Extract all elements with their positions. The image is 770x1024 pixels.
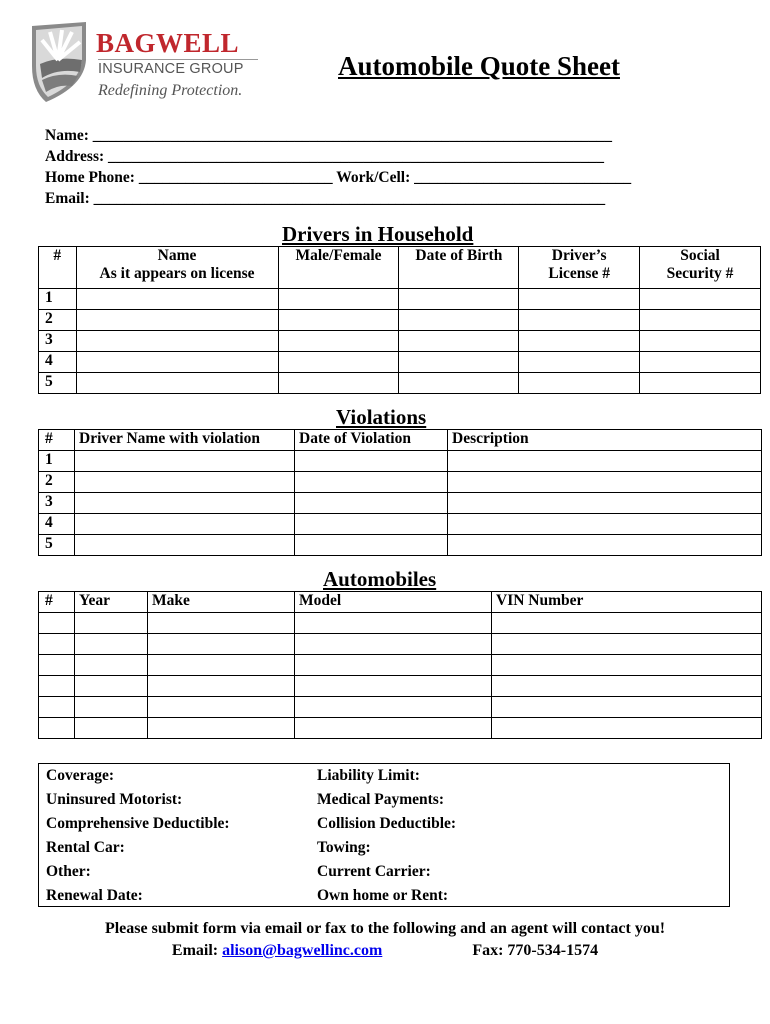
violation-description-cell[interactable]	[448, 472, 762, 493]
year-cell[interactable]	[75, 676, 148, 697]
coverage-field[interactable]: Collision Deductible:	[317, 815, 457, 832]
license-cell[interactable]	[519, 373, 640, 394]
logo-tagline: Redefining Protection.	[98, 82, 243, 99]
drivers-section-title: Drivers in Household	[282, 222, 474, 246]
year-cell[interactable]	[75, 655, 148, 676]
violations-section-title: Violations	[336, 405, 427, 429]
violation-description-cell[interactable]	[448, 451, 762, 472]
violation-date-cell[interactable]	[295, 535, 448, 556]
coverage-field[interactable]: Liability Limit:	[317, 767, 420, 784]
col-header-number: #	[39, 247, 77, 289]
email-label: Email:	[171, 942, 219, 959]
ssn-cell[interactable]	[640, 289, 761, 310]
row-number: 1	[39, 289, 77, 310]
table-row	[39, 352, 761, 373]
row-number	[39, 718, 75, 739]
ssn-cell[interactable]	[640, 373, 761, 394]
coverage-field[interactable]: Renewal Date:	[46, 887, 143, 904]
table-row	[39, 514, 762, 535]
vin-cell[interactable]	[492, 718, 762, 739]
drivers-header-row	[39, 247, 761, 289]
col-header-make: Make	[148, 592, 295, 613]
license-cell[interactable]	[519, 331, 640, 352]
row-number: 5	[39, 373, 77, 394]
violations-table	[38, 429, 762, 556]
row-number: 3	[39, 331, 77, 352]
violation-date-cell[interactable]	[295, 514, 448, 535]
logo-divider	[98, 59, 258, 60]
row-number: 3	[39, 493, 75, 514]
col-header-driver-name: Driver Name with violation	[75, 430, 295, 451]
driver-name-cell[interactable]	[76, 331, 278, 352]
model-cell[interactable]	[295, 718, 492, 739]
model-cell[interactable]	[295, 634, 492, 655]
ssn-cell[interactable]	[640, 352, 761, 373]
logo-brand: BAGWELL	[96, 28, 240, 58]
page-title: Automobile Quote Sheet	[338, 51, 620, 81]
name-field[interactable]: Name: ___________________________________________________________________	[45, 127, 613, 144]
table-row	[39, 676, 762, 697]
table-row	[39, 373, 761, 394]
shield-logo-icon	[28, 20, 90, 104]
violation-description-cell[interactable]	[448, 514, 762, 535]
dob-cell[interactable]	[399, 289, 519, 310]
row-number: 4	[39, 352, 77, 373]
table-row	[39, 655, 762, 676]
year-cell[interactable]	[75, 613, 148, 634]
automobiles-header-row	[39, 592, 762, 613]
year-cell[interactable]	[75, 634, 148, 655]
violation-date-cell[interactable]	[295, 451, 448, 472]
table-row	[39, 634, 762, 655]
phone-fields[interactable]: Home Phone: _________________________ Work/Cell: ____________________________	[45, 169, 632, 186]
table-row	[39, 697, 762, 718]
automobiles-table	[38, 591, 762, 739]
violation-driver-cell[interactable]	[75, 451, 295, 472]
table-row	[39, 718, 762, 739]
vin-cell[interactable]	[492, 634, 762, 655]
col-header-vin: VIN Number	[492, 592, 762, 613]
table-row	[39, 472, 762, 493]
make-cell[interactable]	[148, 655, 295, 676]
table-row	[39, 310, 761, 331]
table-row	[39, 289, 761, 310]
driver-name-cell[interactable]	[76, 289, 278, 310]
license-cell[interactable]	[519, 289, 640, 310]
coverage-field[interactable]: Rental Car:	[46, 839, 125, 856]
coverage-field[interactable]: Current Carrier:	[317, 863, 431, 880]
row-number: 5	[39, 535, 75, 556]
year-cell[interactable]	[75, 718, 148, 739]
vin-cell[interactable]	[492, 655, 762, 676]
model-cell[interactable]	[295, 613, 492, 634]
row-number: 2	[39, 472, 75, 493]
col-header-license: Driver’s License #	[519, 247, 640, 289]
driver-name-cell[interactable]	[76, 352, 278, 373]
company-logo	[28, 20, 268, 110]
violation-description-cell[interactable]	[448, 493, 762, 514]
email-link[interactable]: alison@bagwellinc.com	[222, 942, 383, 959]
vin-cell[interactable]	[492, 613, 762, 634]
automobiles-section-title: Automobiles	[323, 567, 437, 591]
violation-driver-cell[interactable]	[75, 535, 295, 556]
row-number: 2	[39, 310, 77, 331]
make-cell[interactable]	[148, 634, 295, 655]
make-cell[interactable]	[148, 697, 295, 718]
coverage-field[interactable]: Coverage:	[46, 767, 114, 784]
gender-cell[interactable]	[278, 289, 399, 310]
make-cell[interactable]	[148, 718, 295, 739]
table-row	[39, 331, 761, 352]
dob-cell[interactable]	[399, 352, 519, 373]
col-header-ssn: Social Security #	[640, 247, 761, 289]
col-header-model: Model	[295, 592, 492, 613]
col-header-dob: Date of Birth	[399, 247, 519, 289]
col-header-violation-date: Date of Violation	[295, 430, 448, 451]
model-cell[interactable]	[295, 697, 492, 718]
row-number	[39, 655, 75, 676]
row-number	[39, 613, 75, 634]
table-row	[39, 535, 762, 556]
row-number: 1	[39, 451, 75, 472]
violation-date-cell[interactable]	[295, 472, 448, 493]
violation-date-cell[interactable]	[295, 493, 448, 514]
drivers-table	[38, 246, 761, 394]
gender-cell[interactable]	[278, 331, 399, 352]
model-cell[interactable]	[295, 655, 492, 676]
contact-line	[0, 941, 770, 961]
coverage-field[interactable]: Other:	[46, 863, 91, 880]
violation-driver-cell[interactable]	[75, 493, 295, 514]
col-header-number: #	[39, 430, 75, 451]
coverage-field[interactable]: Uninsured Motorist:	[46, 791, 183, 808]
col-header-name: Name As it appears on license	[76, 247, 278, 289]
make-cell[interactable]	[148, 613, 295, 634]
row-number	[39, 634, 75, 655]
row-number: 4	[39, 514, 75, 535]
model-cell[interactable]	[295, 676, 492, 697]
driver-name-cell[interactable]	[76, 310, 278, 331]
gender-cell[interactable]	[278, 373, 399, 394]
row-number	[39, 676, 75, 697]
dob-cell[interactable]	[399, 373, 519, 394]
col-header-gender: Male/Female	[278, 247, 399, 289]
violation-driver-cell[interactable]	[75, 514, 295, 535]
violation-description-cell[interactable]	[448, 535, 762, 556]
coverage-field[interactable]: Own home or Rent:	[317, 887, 449, 904]
row-number	[39, 697, 75, 718]
vin-cell[interactable]	[492, 697, 762, 718]
ssn-cell[interactable]	[640, 310, 761, 331]
driver-name-cell[interactable]	[76, 373, 278, 394]
table-row	[39, 493, 762, 514]
email-field[interactable]: Email: __________________________________________________________________	[45, 190, 606, 207]
col-header-year: Year	[75, 592, 148, 613]
license-cell[interactable]	[519, 310, 640, 331]
fax-number: Fax: 770-534-1574	[472, 942, 599, 959]
gender-cell[interactable]	[278, 352, 399, 373]
col-header-description: Description	[448, 430, 762, 451]
table-row	[39, 451, 762, 472]
logo-group: INSURANCE GROUP	[98, 61, 244, 77]
coverage-field[interactable]: Comprehensive Deductible:	[46, 815, 230, 832]
coverage-field[interactable]: Towing:	[317, 839, 371, 856]
violation-driver-cell[interactable]	[75, 472, 295, 493]
coverage-field[interactable]: Medical Payments:	[317, 791, 444, 808]
violations-header-row	[39, 430, 762, 451]
vin-cell[interactable]	[492, 676, 762, 697]
gender-cell[interactable]	[278, 310, 399, 331]
year-cell[interactable]	[75, 697, 148, 718]
make-cell[interactable]	[148, 676, 295, 697]
ssn-cell[interactable]	[640, 331, 761, 352]
dob-cell[interactable]	[399, 310, 519, 331]
dob-cell[interactable]	[399, 331, 519, 352]
col-header-number: #	[39, 592, 75, 613]
coverage-box	[38, 763, 730, 907]
license-cell[interactable]	[519, 352, 640, 373]
submit-instructions: Please submit form via email or fax to the following and an agent will contact you!	[104, 920, 666, 937]
table-row	[39, 613, 762, 634]
address-field[interactable]: Address: ________________________________________________________________	[45, 148, 605, 165]
